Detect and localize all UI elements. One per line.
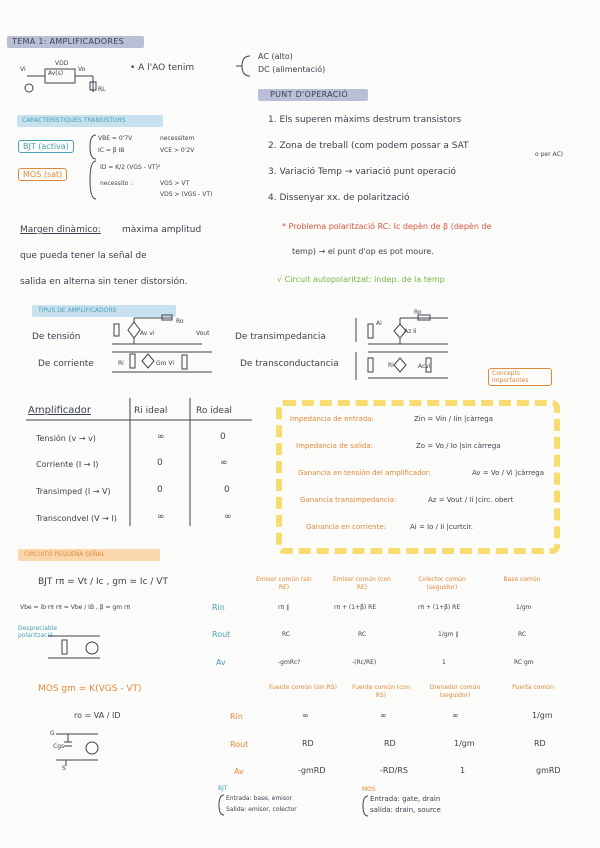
bottom-bjt-1: Entrada: base, emisor [226, 795, 293, 802]
table-row-3-ri: 0 [157, 485, 163, 495]
bjt-box: BJT (activa) [18, 140, 74, 153]
mos-av-4: gmRD [536, 766, 561, 775]
tensio-label: De tensión [32, 332, 81, 342]
imp-1-eq: Zin = Vin / Iin |càrrega [414, 415, 494, 423]
imp-5-eq: Ai = Io / Ii |curtcir. [410, 523, 473, 531]
model-gm-label: Gm Vi [156, 360, 175, 367]
table-header-ro: Ro ideal [196, 406, 232, 416]
page-title: TEMA 1: AMPLIFICADORES [12, 37, 124, 46]
table-row-1-name: Tensión (v → v) [36, 434, 96, 443]
mos-g-label: G [50, 730, 55, 737]
punt-item-2: 2. Zona de treball (com podem possar a SAT [268, 141, 469, 151]
mos-box: MOS (sat) [18, 168, 67, 181]
mos-rout-4: RD [534, 739, 546, 748]
bjt-rin-1: rπ ∥ [278, 604, 289, 611]
bjt-row-av: Av [216, 658, 226, 667]
amp-models-diagram-2 [348, 312, 460, 384]
model-ai-label: Ai [376, 320, 382, 327]
dc-label: DC (alimentació) [258, 65, 326, 74]
imp-3-eq: Av = Vo / Vi |càrrega [472, 469, 544, 477]
mos-rin-3: ∞ [452, 711, 459, 720]
bjt-av-1: -gmRc? [278, 659, 301, 666]
margen-text-3: salida en alterna sin tener distorsión. [20, 277, 188, 287]
imp-2-label: Impedancia de salida: [296, 442, 374, 450]
bjt-note: necessitem [160, 135, 195, 142]
bjt-note-vce: VCE > 0'2V [160, 147, 195, 154]
mos-row-rout: Rout [230, 740, 249, 749]
punt-item-3: 3. Variació Temp → variació punt operació [268, 167, 457, 177]
red-note-1: * Problema polarització RC: Ic depèn de β (depèn de [282, 222, 492, 231]
vo-label: Vo [78, 66, 86, 73]
table-row-1-ro: 0 [220, 432, 226, 442]
table-row-2-name: Corriente (I → I) [36, 460, 99, 469]
mos-rout-3: 1/gm [454, 739, 475, 748]
table-header-amplificador: Amplificador [28, 405, 91, 416]
imp-1-label: Impedancia de entrada: [290, 415, 374, 423]
bjt-eq-vbe: VBE = 0'7V [98, 135, 133, 142]
margen-text-2: que pueda tener la señal de [20, 251, 147, 261]
bjt-small-signal-2: Vbe = ib·rπ rπ = Vbe / IB , β = gm rπ [20, 604, 131, 611]
mos-rin-1: ∞ [302, 711, 309, 720]
bjt-av-3: 1 [442, 659, 446, 666]
small-signal-header: CIRCUITO PEQUEÑA SEÑAL [24, 551, 105, 558]
char-header: CARACTERÍSTIQUES TRANSISTORS [22, 117, 126, 124]
amp-models-diagram [112, 318, 232, 380]
model-ro2-label: Ro [414, 309, 422, 316]
corriente-label: De corriente [38, 359, 94, 369]
ac-label: AC (alto) [258, 52, 293, 61]
av-block-label: Av(s) [48, 70, 64, 77]
imp-3-label: Ganancia en tensión del amplificador: [298, 469, 431, 477]
punt-item-1: 1. Els superen màxims destrum transistors [268, 115, 462, 125]
punt-item-4: 4. Dissenyar xx. de polarització [268, 193, 410, 203]
model-avvi-label: Av vi [140, 330, 155, 337]
vi-label: Vi [20, 66, 26, 73]
mos-av-3: 1 [460, 766, 466, 775]
mos-cgs-label: Cgs [53, 743, 65, 750]
mos-small-signal: MOS gm = K(VGS - VT) [38, 684, 142, 694]
model-acvi-label: Acvi [418, 363, 431, 370]
model-ri-label: Ri [118, 360, 124, 367]
bottom-bjt-2: Salida: emisor, colector [226, 806, 297, 813]
bjt-rout-4: RC [518, 631, 527, 638]
bjt-conf-header-3: Colector común (seguidor) [418, 576, 466, 591]
bjt-small-signal: BJT rπ = Vt / Ic , gm = Ic / VT [38, 577, 168, 587]
amplifier-block-diagram [15, 58, 125, 98]
mos-brace-icon [88, 160, 98, 200]
table-header-ri: Ri ideal [134, 406, 168, 416]
mos-need: necessito : [100, 180, 133, 187]
margen-title: Margen dinàmico: [20, 225, 101, 235]
bottom-mos-title: MOS [362, 786, 376, 793]
punt-header: PUNT D'OPERACIÓ [270, 90, 348, 99]
mos-av-1: -gmRD [298, 766, 326, 775]
model-ro-label: Ro [176, 318, 184, 325]
mos-eq-id: ID = K/2 (VGS - VT)² [100, 164, 161, 171]
table-row-3-ro: 0 [224, 485, 230, 495]
bjt-rin-2: rπ + (1+β) RE [334, 604, 377, 611]
bjt-despreciable-note: Despreciable polarització [18, 625, 58, 639]
mos-conf-header-4: Puerta común [512, 684, 554, 691]
mos-rout-2: RD [384, 739, 396, 748]
bjt-row-rout: Rout [212, 630, 231, 639]
bjt-conf-header-1: Emisor común (sin RE) [256, 576, 312, 591]
bjt-small-signal-circuit [40, 628, 120, 664]
mos-small-signal-2: ro = VA / ID [74, 711, 121, 720]
bottom-mos-1: Entrada: gate, drain [370, 795, 441, 803]
table-row-4-name: Transcondvel (V → I) [36, 514, 117, 523]
mos-rin-2: ∞ [380, 711, 387, 720]
ac-intro: • A l'AO tenim [130, 63, 195, 73]
rl-label: RL [98, 86, 106, 93]
bjt-eq-ic: IC = β IB [98, 147, 125, 154]
bottom-bjt-bracket-icon [218, 794, 226, 816]
bjt-row-rin: Rin [212, 603, 225, 612]
imp-4-eq: Az = Vout / Ii |circ. obert [428, 496, 514, 504]
imp-5-label: Ganancia en corriente: [306, 523, 387, 531]
mos-cond-2: VDS > (VGS - VT) [160, 191, 213, 198]
bjt-av-2: -(Rc/RE) [352, 659, 377, 666]
bjt-rin-3: rπ + (1+β) RE [418, 604, 461, 611]
mos-conf-header-2: Fuente común (con RS) [352, 684, 410, 699]
mos-row-rin: Rin [230, 712, 243, 721]
bjt-brace-icon [88, 134, 98, 160]
transcond-label: De transconductancia [240, 359, 339, 369]
mos-row-av: Av [234, 767, 244, 776]
table-row-4-ro: ∞ [224, 512, 232, 522]
mos-conf-header-3: Drenador común (seguidor) [429, 684, 481, 699]
table-row-4-ri: ∞ [157, 512, 165, 522]
red-note-2: temp) → el punt d'op es pot moure. [292, 247, 434, 256]
table-row-1-ri: ∞ [157, 432, 165, 442]
green-note: √ Circuit autopolaritzat: indep. de la temp [277, 275, 445, 284]
mos-conf-header-1: Fuente común (sin RS) [269, 684, 337, 691]
bottom-mos-2: salida: drain, source [370, 806, 441, 814]
mos-cond-1: VGS > VT [160, 180, 190, 187]
bjt-rout-3: 1/gm ∥ [438, 631, 459, 638]
table-row-2-ri: 0 [157, 458, 163, 468]
bottom-mos-bracket-icon [362, 795, 370, 817]
bjt-rin-4: 1/gm [516, 604, 532, 611]
bjt-conf-header-4: Base común [503, 576, 541, 583]
bjt-conf-header-2: Emisor común (con RE) [333, 576, 391, 591]
concepts-tag: Concepts importantes [488, 368, 552, 386]
imp-4-label: Ganancia transimpedancia: [300, 496, 397, 504]
bjt-rout-2: RC [358, 631, 367, 638]
mos-av-2: -RD/RS [380, 766, 408, 775]
vdd-label: VDD [55, 60, 69, 67]
punt-item-2-note: o per AC) [535, 151, 563, 158]
mos-rin-4: 1/gm [532, 711, 553, 720]
bjt-rout-1: RC [282, 631, 291, 638]
bottom-bjt-title: BJT [218, 785, 228, 792]
bjt-av-4: RC·gm [514, 659, 534, 666]
mos-rout-1: RD [302, 739, 314, 748]
table-row-3-name: Transimped (I → V) [36, 487, 111, 496]
margen-text-1: màxima amplitud [122, 225, 202, 235]
model-vout-label: Vout [196, 330, 210, 337]
model-ri2-label: Ri [388, 362, 394, 369]
mos-s-label: S [62, 765, 66, 772]
imp-2-eq: Zo = Vo / Io |sin càrrega [416, 442, 501, 450]
table-row-2-ro: ∞ [220, 458, 228, 468]
tipus-header: TIPUS DE AMPLIFICADORS [38, 307, 117, 314]
brace-icon [236, 54, 256, 78]
model-azi-label: Az Ii [404, 328, 417, 335]
transimp-label: De transimpedancia [235, 332, 326, 342]
